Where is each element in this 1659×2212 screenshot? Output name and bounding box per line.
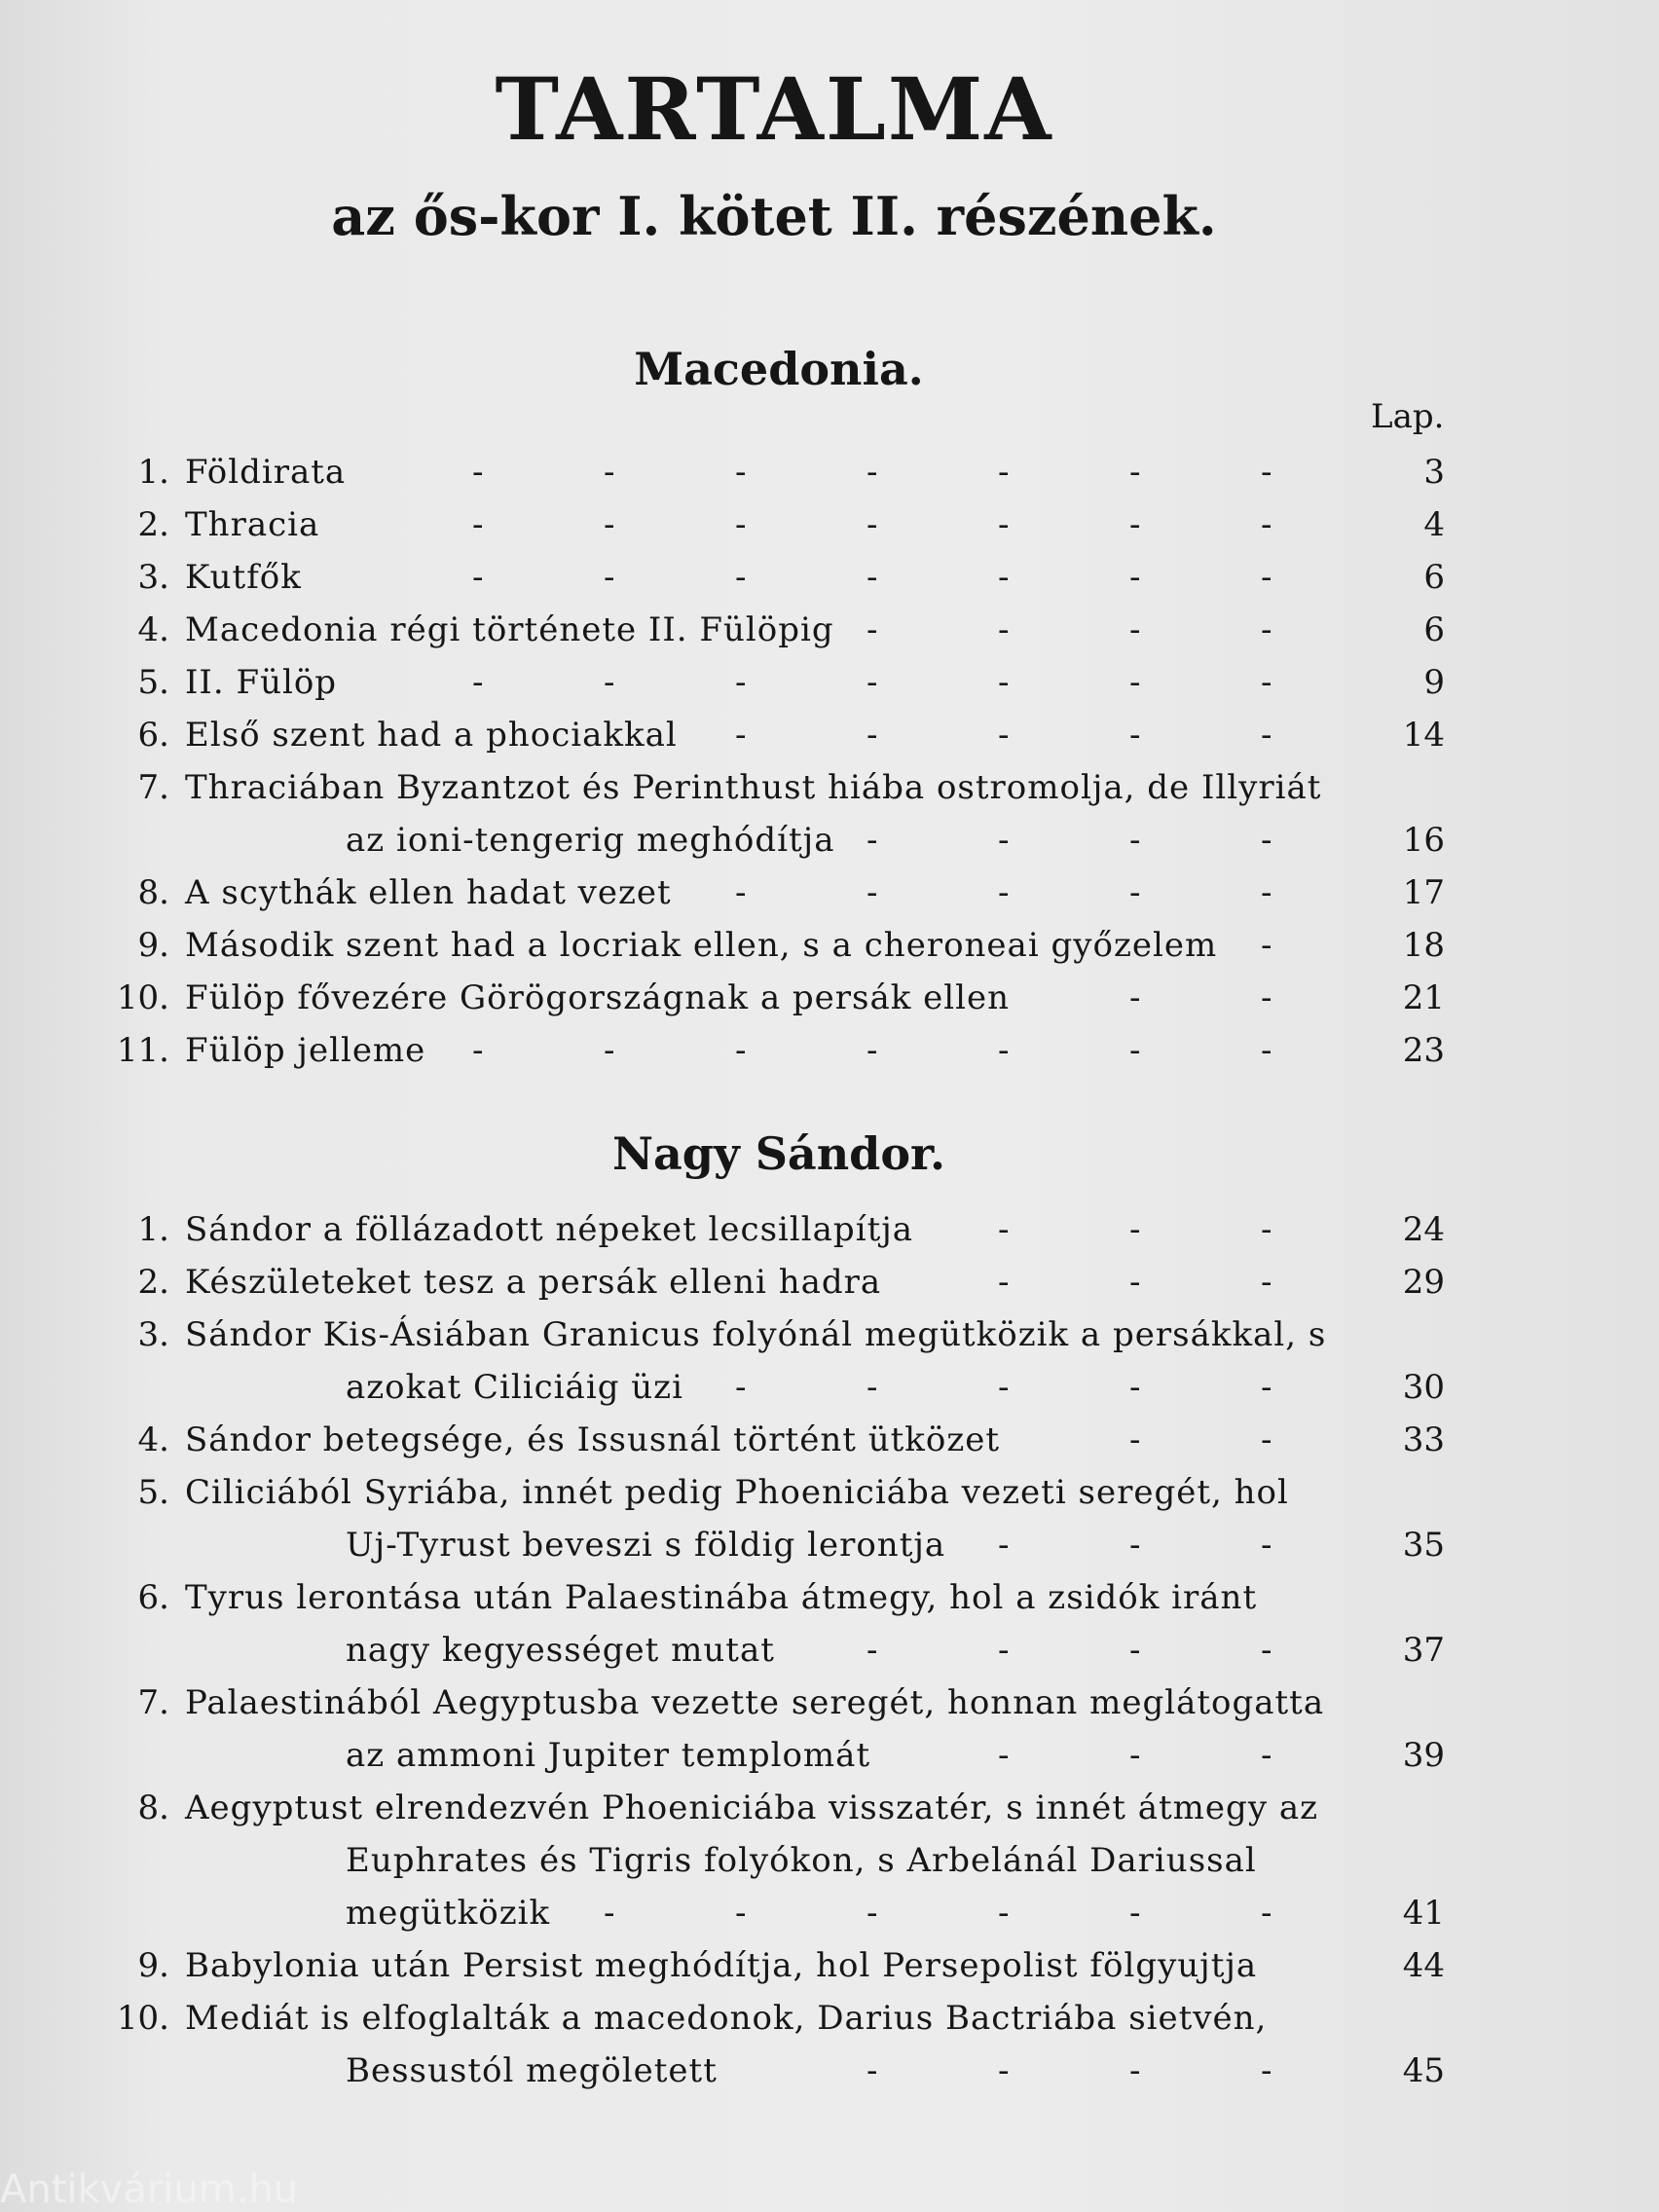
leader-dash: - — [735, 1031, 747, 1070]
leader-dash: - — [735, 1368, 747, 1407]
toc-entry-line — [0, 1258, 1659, 1307]
toc-entry-line — [0, 1468, 1659, 1517]
toc-entry-line — [0, 448, 1659, 497]
toc-entry-text: Fülöp jelleme — [185, 1031, 426, 1070]
toc-entry-number: 8. — [137, 873, 169, 912]
leader-dash: - — [1129, 558, 1141, 597]
leader-dash: - — [866, 873, 878, 912]
toc-entry-text: Sándor betegsége, és Issusnál történt ütközet — [185, 1420, 1001, 1459]
toc-entry-text: Bessustól megöletett — [346, 2051, 718, 2090]
leader-dash: - — [998, 1631, 1010, 1670]
leader-dash: - — [866, 558, 878, 597]
leader-dash: - — [1261, 2051, 1272, 2090]
leader-dash: - — [1261, 1263, 1272, 1302]
toc-entry-text: azokat Ciliciáig üzi — [346, 1368, 683, 1407]
leader-dash: - — [1261, 1031, 1272, 1070]
toc-entry-page: 30 — [1402, 1368, 1445, 1407]
leader-dash: - — [1129, 978, 1141, 1017]
toc-entry-line — [0, 1521, 1659, 1569]
toc-entry-line — [0, 763, 1659, 812]
leader-dash: - — [998, 2051, 1010, 2090]
leader-dash: - — [1261, 1894, 1272, 1933]
toc-entry-page: 3 — [1423, 453, 1445, 492]
toc-entry-line — [0, 974, 1659, 1022]
toc-entry-line — [0, 1994, 1659, 2043]
leader-dash: - — [1261, 873, 1272, 912]
leader-dash: - — [998, 1263, 1010, 1302]
page-subtitle: az ős-kor I. kötet II. részének. — [331, 185, 1217, 247]
toc-entry-text: Mediát is elfoglalták a macedonok, Darius Bactriába sietvén, — [185, 1999, 1268, 2038]
leader-dash: - — [604, 1894, 615, 1933]
toc-entry-page: 24 — [1402, 1210, 1445, 1249]
toc-entry-page: 44 — [1402, 1946, 1445, 1985]
toc-entry-line — [0, 1626, 1659, 1675]
toc-entry-page: 35 — [1402, 1526, 1445, 1565]
leader-dash: - — [735, 1894, 747, 1933]
toc-entry-line — [0, 816, 1659, 865]
leader-dash: - — [998, 1210, 1010, 1249]
leader-dash: - — [1129, 716, 1141, 755]
leader-dash: - — [1261, 1631, 1272, 1670]
toc-entry-text: II. Fülöp — [185, 663, 338, 702]
toc-entry-text: Második szent had a locriak ellen, s a cheroneai győzelem — [185, 926, 1218, 965]
watermark: Antikvárium.hu — [0, 2167, 299, 2212]
toc-entry-number: 3. — [137, 1315, 169, 1354]
toc-entry-text: Első szent had a phociakkal — [185, 716, 678, 755]
toc-entry-number: 3. — [137, 558, 169, 597]
leader-dash: - — [472, 505, 484, 544]
toc-entry-line — [0, 711, 1659, 759]
toc-entry-page: 6 — [1423, 558, 1445, 597]
toc-entry-text: megütközik — [346, 1894, 551, 1933]
toc-entry-number: 7. — [137, 1683, 169, 1722]
toc-entry-number: 11. — [116, 1031, 169, 1070]
toc-entry-text: Thracia — [185, 505, 320, 544]
toc-entry-line — [0, 868, 1659, 917]
toc-entry-page: 45 — [1402, 2051, 1445, 2090]
toc-entry-line — [0, 921, 1659, 970]
leader-dash: - — [998, 663, 1010, 702]
leader-dash: - — [998, 873, 1010, 912]
toc-entry-line — [0, 606, 1659, 654]
leader-dash: - — [1129, 2051, 1141, 2090]
leader-dash: - — [1129, 1894, 1141, 1933]
toc-entry-page: 21 — [1402, 978, 1445, 1017]
leader-dash: - — [1261, 1210, 1272, 1249]
leader-dash: - — [1261, 453, 1272, 492]
leader-dash: - — [604, 558, 615, 597]
leader-dash: - — [866, 663, 878, 702]
toc-entry-text: Kutfők — [185, 558, 302, 597]
toc-entry-page: 6 — [1423, 610, 1445, 649]
leader-dash: - — [866, 610, 878, 649]
leader-dash: - — [998, 453, 1010, 492]
leader-dash: - — [472, 663, 484, 702]
leader-dash: - — [735, 873, 747, 912]
leader-dash: - — [866, 505, 878, 544]
toc-entry-text: A scythák ellen hadat vezet — [185, 873, 672, 912]
toc-entry-number: 1. — [137, 453, 169, 492]
leader-dash: - — [1261, 610, 1272, 649]
toc-entry-text: az ammoni Jupiter templomát — [346, 1736, 871, 1775]
leader-dash: - — [1129, 505, 1141, 544]
leader-dash: - — [998, 505, 1010, 544]
leader-dash: - — [866, 1631, 878, 1670]
leader-dash: - — [1261, 1526, 1272, 1565]
leader-dash: - — [1129, 610, 1141, 649]
leader-dash: - — [604, 453, 615, 492]
toc-entry-line — [0, 1784, 1659, 1832]
toc-entry-page: 33 — [1402, 1420, 1445, 1459]
toc-entry-line — [0, 1310, 1659, 1359]
leader-dash: - — [1261, 978, 1272, 1017]
toc-entry-number: 7. — [137, 768, 169, 807]
toc-entry-line — [0, 1836, 1659, 1885]
leader-dash: - — [1129, 453, 1141, 492]
leader-dash: - — [1261, 926, 1272, 965]
toc-entry-text: Sándor a föllázadott népeket lecsillapítja — [185, 1210, 914, 1249]
leader-dash: - — [998, 1736, 1010, 1775]
leader-dash: - — [735, 663, 747, 702]
leader-dash: - — [604, 505, 615, 544]
leader-dash: - — [866, 1031, 878, 1070]
leader-dash: - — [866, 716, 878, 755]
toc-entry-number: 10. — [116, 1999, 169, 2038]
page-column-label: Lap. — [1371, 397, 1445, 436]
toc-entry-page: 39 — [1402, 1736, 1445, 1775]
toc-entry-page: 29 — [1402, 1263, 1445, 1302]
page-title: TARTALMA — [495, 58, 1053, 160]
toc-entry-page: 37 — [1402, 1631, 1445, 1670]
toc-entry-text: Uj-Tyrust beveszi s földig lerontja — [346, 1526, 946, 1565]
leader-dash: - — [1261, 1368, 1272, 1407]
toc-entry-page: 4 — [1423, 505, 1445, 544]
leader-dash: - — [472, 1031, 484, 1070]
toc-entry-text: Tyrus lerontása után Palaestinába átmegy, hol a zsidók iránt — [185, 1578, 1258, 1617]
leader-dash: - — [1129, 1031, 1141, 1070]
toc-entry-line — [0, 658, 1659, 707]
leader-dash: - — [998, 558, 1010, 597]
toc-entry-number: 5. — [137, 1473, 169, 1512]
leader-dash: - — [1129, 1420, 1141, 1459]
toc-entry-number: 2. — [137, 505, 169, 544]
toc-entry-line — [0, 553, 1659, 602]
toc-entry-page: 23 — [1402, 1031, 1445, 1070]
toc-entry-text: Thraciában Byzantzot és Perinthust hiába ostromolja, de Illyriát — [185, 768, 1322, 807]
toc-entry-page: 14 — [1402, 716, 1445, 755]
toc-entry-page: 17 — [1402, 873, 1445, 912]
toc-entry-text: Földirata — [185, 453, 347, 492]
toc-entry-line — [0, 500, 1659, 549]
toc-entry-page: 16 — [1402, 821, 1445, 860]
toc-entry-number: 4. — [137, 1420, 169, 1459]
toc-entry-text: Euphrates és Tigris folyókon, s Arbelánál Dariussal — [346, 1841, 1257, 1880]
toc-entry-text: az ioni-tengerig meghódítja — [346, 821, 835, 860]
toc-entry-line — [0, 1731, 1659, 1780]
leader-dash: - — [735, 505, 747, 544]
leader-dash: - — [1129, 1736, 1141, 1775]
toc-entry-number: 6. — [137, 716, 169, 755]
toc-entry-text: Ciliciából Syriába, innét pedig Phoeniciába vezeti seregét, hol — [185, 1473, 1289, 1512]
toc-entry-line — [0, 1026, 1659, 1075]
toc-entry-number: 1. — [137, 1210, 169, 1249]
leader-dash: - — [866, 1368, 878, 1407]
leader-dash: - — [1261, 716, 1272, 755]
toc-entry-line — [0, 1416, 1659, 1464]
leader-dash: - — [866, 821, 878, 860]
toc-entry-number: 10. — [116, 978, 169, 1017]
toc-entry-number: 4. — [137, 610, 169, 649]
toc-entry-number: 2. — [137, 1263, 169, 1302]
leader-dash: - — [998, 610, 1010, 649]
leader-dash: - — [735, 453, 747, 492]
leader-dash: - — [1129, 663, 1141, 702]
toc-entry-line — [0, 1573, 1659, 1622]
toc-entry-text: Készületeket tesz a persák elleni hadra — [185, 1263, 882, 1302]
leader-dash: - — [1129, 1210, 1141, 1249]
toc-entry-text: Palaestinából Aegyptusba vezette seregét, honnan meglátogatta — [185, 1683, 1325, 1722]
toc-entry-page: 18 — [1402, 926, 1445, 965]
toc-entry-text: Aegyptust elrendezvén Phoeniciába visszatér, s innét átmegy az — [185, 1788, 1319, 1827]
leader-dash: - — [472, 453, 484, 492]
toc-entry-line — [0, 2046, 1659, 2095]
leader-dash: - — [1261, 821, 1272, 860]
section-heading-macedonia: Macedonia. — [634, 343, 924, 395]
toc-entry-line — [0, 1205, 1659, 1254]
leader-dash: - — [866, 2051, 878, 2090]
leader-dash: - — [1261, 1736, 1272, 1775]
leader-dash: - — [604, 1031, 615, 1070]
toc-entry-number: 5. — [137, 663, 169, 702]
toc-entry-number: 8. — [137, 1788, 169, 1827]
leader-dash: - — [866, 453, 878, 492]
toc-entry-number: 9. — [137, 926, 169, 965]
leader-dash: - — [1129, 1368, 1141, 1407]
toc-entry-page: 9 — [1423, 663, 1445, 702]
toc-entry-text: nagy kegyességet mutat — [346, 1631, 775, 1670]
toc-entry-line — [0, 1678, 1659, 1727]
toc-entry-text: Fülöp fővezére Görögországnak a persák ellen — [185, 978, 1011, 1017]
leader-dash: - — [1129, 821, 1141, 860]
toc-entry-number: 9. — [137, 1946, 169, 1985]
leader-dash: - — [735, 716, 747, 755]
section-heading-nagy-sandor: Nagy Sándor. — [611, 1127, 946, 1180]
toc-entry-page: 41 — [1402, 1894, 1445, 1933]
toc-entry-line — [0, 1889, 1659, 1937]
leader-dash: - — [1129, 1631, 1141, 1670]
leader-dash: - — [1129, 1526, 1141, 1565]
leader-dash: - — [998, 1031, 1010, 1070]
leader-dash: - — [1261, 558, 1272, 597]
leader-dash: - — [1261, 663, 1272, 702]
leader-dash: - — [998, 716, 1010, 755]
leader-dash: - — [866, 1894, 878, 1933]
toc-entry-number: 6. — [137, 1578, 169, 1617]
leader-dash: - — [998, 1894, 1010, 1933]
leader-dash: - — [1261, 1420, 1272, 1459]
toc-entry-line — [0, 1941, 1659, 1990]
leader-dash: - — [1261, 505, 1272, 544]
leader-dash: - — [604, 663, 615, 702]
leader-dash: - — [1129, 1263, 1141, 1302]
leader-dash: - — [472, 558, 484, 597]
toc-entry-text: Babylonia után Persist meghódítja, hol Persepolist fölgyujtja — [185, 1946, 1258, 1985]
leader-dash: - — [735, 558, 747, 597]
leader-dash: - — [1129, 873, 1141, 912]
leader-dash: - — [998, 821, 1010, 860]
toc-entry-text: Sándor Kis-Ásiában Granicus folyónál megütközik a persákkal, s — [185, 1315, 1327, 1354]
toc-entry-text: Macedonia régi története II. Fülöpig — [185, 610, 834, 649]
leader-dash: - — [998, 1368, 1010, 1407]
leader-dash: - — [998, 1526, 1010, 1565]
toc-entry-line — [0, 1363, 1659, 1412]
